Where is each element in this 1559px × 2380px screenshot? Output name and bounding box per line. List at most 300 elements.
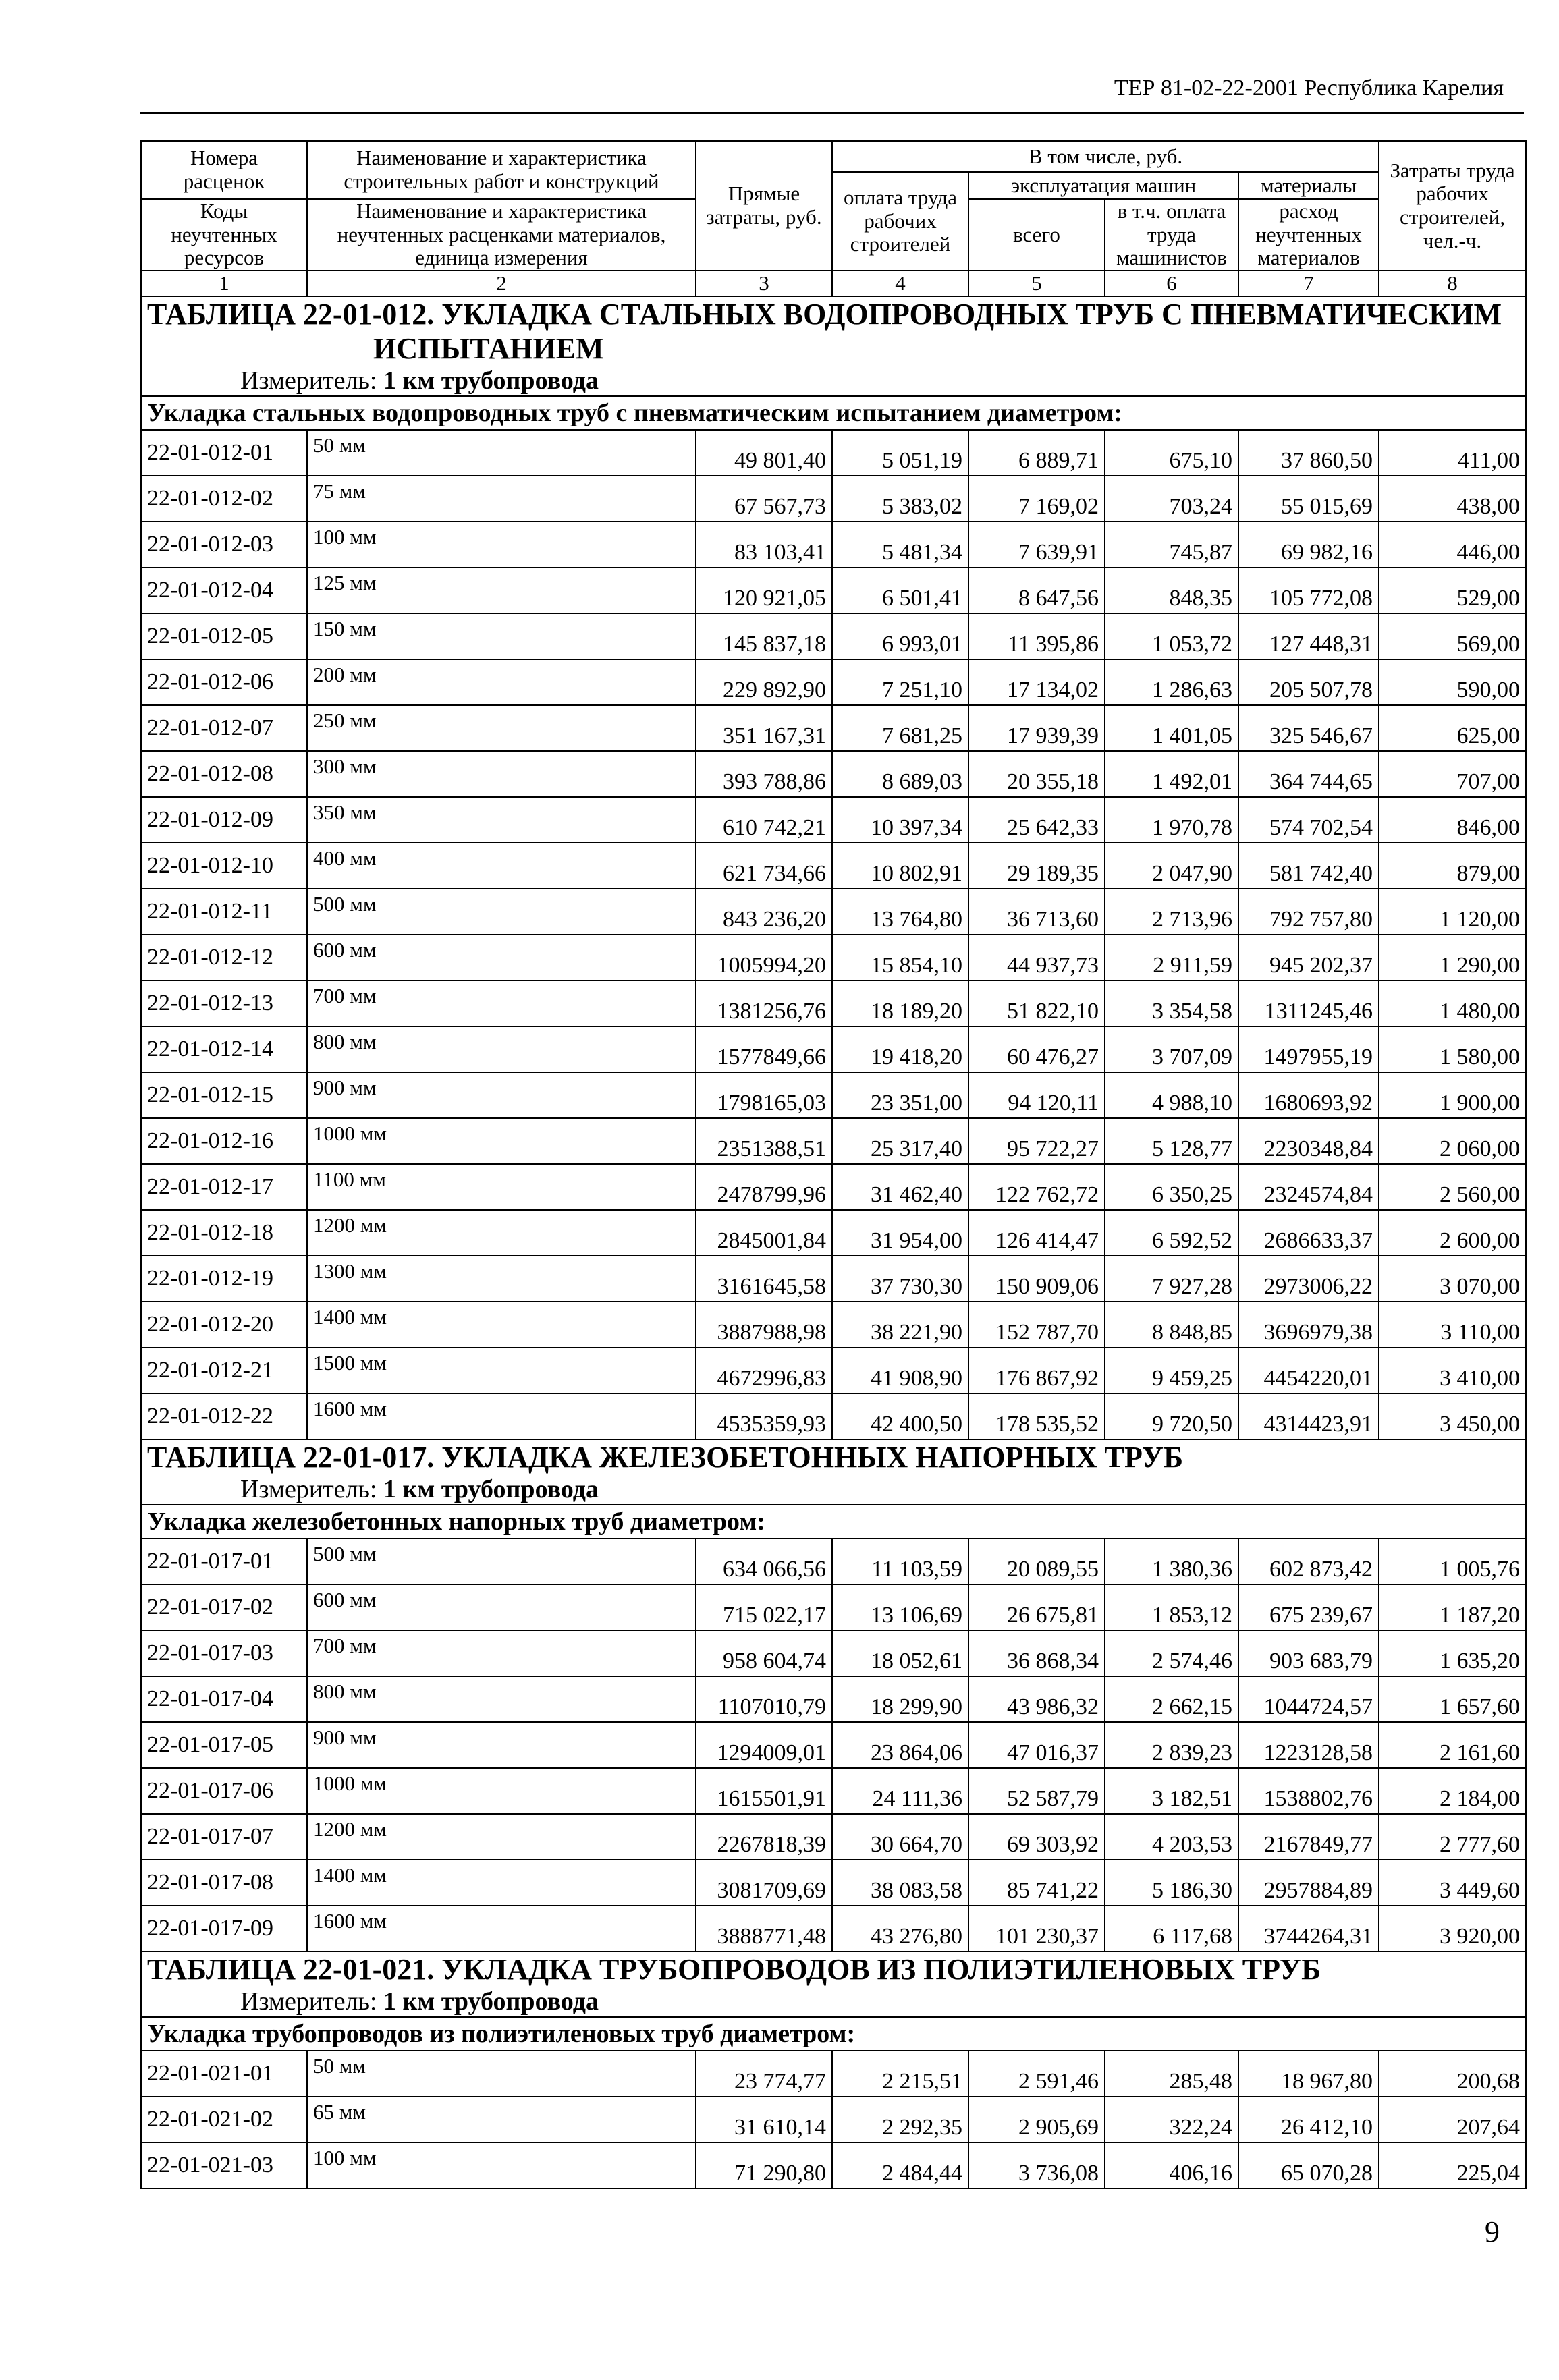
materials-use: 55 015,69 <box>1238 476 1379 522</box>
operators-pay: 675,10 <box>1105 430 1238 476</box>
column-number: 8 <box>1379 271 1526 296</box>
direct-costs: 3888771,48 <box>696 1906 832 1952</box>
direct-costs: 83 103,41 <box>696 522 832 568</box>
operators-pay: 6 592,52 <box>1105 1210 1238 1256</box>
machines-total: 176 867,92 <box>968 1348 1105 1393</box>
table-row <box>141 889 1526 935</box>
direct-costs: 843 236,20 <box>696 889 832 935</box>
materials-use: 2957884,89 <box>1238 1860 1379 1906</box>
rate-code: 22-01-012-14 <box>141 1026 307 1072</box>
rate-code: 22-01-012-06 <box>141 659 307 705</box>
materials-use: 18 967,80 <box>1238 2051 1379 2097</box>
operators-pay: 6 350,25 <box>1105 1164 1238 1210</box>
labor-costs: 1 187,20 <box>1379 1584 1526 1630</box>
section-title-cell <box>141 1952 1526 2017</box>
header-materials-use: расход неучтенных материалов <box>1238 199 1379 271</box>
operators-pay: 2 911,59 <box>1105 935 1238 980</box>
workers-pay: 25 317,40 <box>832 1118 968 1164</box>
labor-costs: 590,00 <box>1379 659 1526 705</box>
machines-total: 7 169,02 <box>968 476 1105 522</box>
rate-code: 22-01-012-19 <box>141 1256 307 1302</box>
labor-costs: 1 657,60 <box>1379 1676 1526 1722</box>
rate-code: 22-01-012-05 <box>141 613 307 659</box>
materials-use: 1311245,46 <box>1238 980 1379 1026</box>
operators-pay: 2 574,46 <box>1105 1630 1238 1676</box>
workers-pay: 43 276,80 <box>832 1906 968 1952</box>
table-row <box>141 1906 1526 1952</box>
section-title-row <box>141 296 1526 396</box>
materials-use: 69 982,16 <box>1238 522 1379 568</box>
work-name: 50 мм <box>307 430 696 476</box>
workers-pay: 5 383,02 <box>832 476 968 522</box>
work-name: 1000 мм <box>307 1768 696 1814</box>
work-name: 700 мм <box>307 1630 696 1676</box>
section-title-continued: ИСПЫТАНИЕМ <box>373 332 604 366</box>
workers-pay: 5 051,19 <box>832 430 968 476</box>
labor-costs: 2 777,60 <box>1379 1814 1526 1860</box>
machines-total: 20 355,18 <box>968 751 1105 797</box>
materials-use: 4454220,01 <box>1238 1348 1379 1393</box>
measure-value: 1 км трубопровода <box>383 1987 599 2016</box>
workers-pay: 6 501,41 <box>832 568 968 613</box>
work-name: 600 мм <box>307 1584 696 1630</box>
rates-table <box>140 140 1527 2189</box>
operators-pay: 1 970,78 <box>1105 797 1238 843</box>
rate-code: 22-01-017-04 <box>141 1676 307 1722</box>
subheading-row <box>141 1505 1526 1539</box>
operators-pay: 745,87 <box>1105 522 1238 568</box>
work-name: 100 мм <box>307 2142 696 2188</box>
machines-total: 85 741,22 <box>968 1860 1105 1906</box>
table-row <box>141 935 1526 980</box>
direct-costs: 145 837,18 <box>696 613 832 659</box>
column-number: 6 <box>1105 271 1238 296</box>
workers-pay: 11 103,59 <box>832 1539 968 1584</box>
operators-pay: 9 459,25 <box>1105 1348 1238 1393</box>
measure-value: 1 км трубопровода <box>383 1475 599 1504</box>
work-name: 1200 мм <box>307 1814 696 1860</box>
machines-total: 3 736,08 <box>968 2142 1105 2188</box>
table-row <box>141 705 1526 751</box>
table-row <box>141 2051 1526 2097</box>
table-row <box>141 1584 1526 1630</box>
materials-use: 1044724,57 <box>1238 1676 1379 1722</box>
direct-costs: 4535359,93 <box>696 1393 832 1439</box>
measure-label: Измеритель: <box>240 1475 377 1504</box>
header-machines: эксплуатация машин <box>968 172 1238 199</box>
materials-use: 675 239,67 <box>1238 1584 1379 1630</box>
materials-use: 1538802,76 <box>1238 1768 1379 1814</box>
rate-code: 22-01-012-11 <box>141 889 307 935</box>
table-body <box>141 141 1526 2188</box>
header-row <box>141 141 1526 172</box>
rate-code: 22-01-021-02 <box>141 2097 307 2142</box>
column-number: 3 <box>696 271 832 296</box>
table-row <box>141 613 1526 659</box>
machines-total: 36 868,34 <box>968 1630 1105 1676</box>
labor-costs: 707,00 <box>1379 751 1526 797</box>
workers-pay: 23 864,06 <box>832 1722 968 1768</box>
rate-code: 22-01-012-21 <box>141 1348 307 1393</box>
machines-total: 47 016,37 <box>968 1722 1105 1768</box>
workers-pay: 15 854,10 <box>832 935 968 980</box>
header-rate-numbers: Номера расценок <box>141 141 307 199</box>
table-row <box>141 1676 1526 1722</box>
labor-costs: 2 184,00 <box>1379 1768 1526 1814</box>
work-name: 200 мм <box>307 659 696 705</box>
workers-pay: 5 481,34 <box>832 522 968 568</box>
header-machines-total: всего <box>968 199 1105 271</box>
labor-costs: 3 070,00 <box>1379 1256 1526 1302</box>
workers-pay: 2 484,44 <box>832 2142 968 2188</box>
rate-code: 22-01-012-22 <box>141 1393 307 1439</box>
machines-total: 52 587,79 <box>968 1768 1105 1814</box>
labor-costs: 1 580,00 <box>1379 1026 1526 1072</box>
work-name: 1100 мм <box>307 1164 696 1210</box>
operators-pay: 3 707,09 <box>1105 1026 1238 1072</box>
work-name: 700 мм <box>307 980 696 1026</box>
table-row <box>141 843 1526 889</box>
direct-costs: 2351388,51 <box>696 1118 832 1164</box>
operators-pay: 2 047,90 <box>1105 843 1238 889</box>
table-row <box>141 1256 1526 1302</box>
workers-pay: 37 730,30 <box>832 1256 968 1302</box>
table-row <box>141 476 1526 522</box>
table-row <box>141 797 1526 843</box>
direct-costs: 31 610,14 <box>696 2097 832 2142</box>
operators-pay: 703,24 <box>1105 476 1238 522</box>
machines-total: 178 535,52 <box>968 1393 1105 1439</box>
materials-use: 364 744,65 <box>1238 751 1379 797</box>
table-row <box>141 568 1526 613</box>
direct-costs: 610 742,21 <box>696 797 832 843</box>
table-row <box>141 1072 1526 1118</box>
workers-pay: 30 664,70 <box>832 1814 968 1860</box>
operators-pay: 5 186,30 <box>1105 1860 1238 1906</box>
workers-pay: 8 689,03 <box>832 751 968 797</box>
section-title-cell <box>141 1439 1526 1505</box>
work-name: 150 мм <box>307 613 696 659</box>
table-row <box>141 1814 1526 1860</box>
rate-code: 22-01-012-10 <box>141 843 307 889</box>
subheading-row <box>141 2017 1526 2051</box>
workers-pay: 24 111,36 <box>832 1768 968 1814</box>
measure-value: 1 км трубопровода <box>383 366 599 395</box>
machines-total: 36 713,60 <box>968 889 1105 935</box>
operators-pay: 1 492,01 <box>1105 751 1238 797</box>
operators-pay: 2 839,23 <box>1105 1722 1238 1768</box>
section-title: ТАБЛИЦА 22-01-017. УКЛАДКА ЖЕЛЕЗОБЕТОННЫХ НАПОРНЫХ ТРУБ <box>147 1441 1184 1474</box>
rate-code: 22-01-012-03 <box>141 522 307 568</box>
work-name: 50 мм <box>307 2051 696 2097</box>
table-row <box>141 980 1526 1026</box>
machines-total: 17 134,02 <box>968 659 1105 705</box>
machines-total: 60 476,27 <box>968 1026 1105 1072</box>
direct-costs: 715 022,17 <box>696 1584 832 1630</box>
materials-use: 325 546,67 <box>1238 705 1379 751</box>
labor-costs: 207,64 <box>1379 2097 1526 2142</box>
direct-costs: 621 734,66 <box>696 843 832 889</box>
measure-label: Измеритель: <box>240 1987 377 2016</box>
direct-costs: 3081709,69 <box>696 1860 832 1906</box>
workers-pay: 19 418,20 <box>832 1026 968 1072</box>
direct-costs: 634 066,56 <box>696 1539 832 1584</box>
workers-pay: 13 764,80 <box>832 889 968 935</box>
work-name: 100 мм <box>307 522 696 568</box>
operators-pay: 3 182,51 <box>1105 1768 1238 1814</box>
work-name: 1500 мм <box>307 1348 696 1393</box>
labor-costs: 625,00 <box>1379 705 1526 751</box>
machines-total: 150 909,06 <box>968 1256 1105 1302</box>
materials-use: 903 683,79 <box>1238 1630 1379 1676</box>
table-row <box>141 1210 1526 1256</box>
materials-use: 2324574,84 <box>1238 1164 1379 1210</box>
materials-use: 37 860,50 <box>1238 430 1379 476</box>
direct-costs: 393 788,86 <box>696 751 832 797</box>
table-row <box>141 751 1526 797</box>
machines-total: 101 230,37 <box>968 1906 1105 1952</box>
direct-costs: 1615501,91 <box>696 1768 832 1814</box>
labor-costs: 2 060,00 <box>1379 1118 1526 1164</box>
labor-costs: 1 480,00 <box>1379 980 1526 1026</box>
materials-use: 602 873,42 <box>1238 1539 1379 1584</box>
direct-costs: 67 567,73 <box>696 476 832 522</box>
subheading-row <box>141 396 1526 430</box>
labor-costs: 569,00 <box>1379 613 1526 659</box>
header-labor-costs: Затраты труда рабочих строителей, чел.-ч. <box>1379 141 1526 271</box>
work-name: 250 мм <box>307 705 696 751</box>
machines-total: 95 722,27 <box>968 1118 1105 1164</box>
operators-pay: 3 354,58 <box>1105 980 1238 1026</box>
direct-costs: 49 801,40 <box>696 430 832 476</box>
materials-use: 65 070,28 <box>1238 2142 1379 2188</box>
work-name: 1000 мм <box>307 1118 696 1164</box>
subheading: Укладка стальных водопроводных труб с пневматическим испытанием диаметром: <box>141 396 1526 430</box>
rate-code: 22-01-012-20 <box>141 1302 307 1348</box>
work-name: 800 мм <box>307 1676 696 1722</box>
section-title-cell <box>141 296 1526 396</box>
labor-costs: 1 290,00 <box>1379 935 1526 980</box>
workers-pay: 13 106,69 <box>832 1584 968 1630</box>
table-row <box>141 1630 1526 1676</box>
workers-pay: 6 993,01 <box>832 613 968 659</box>
direct-costs: 2478799,96 <box>696 1164 832 1210</box>
materials-use: 2686633,37 <box>1238 1210 1379 1256</box>
work-name: 75 мм <box>307 476 696 522</box>
header-in-total: В том числе, руб. <box>832 141 1379 172</box>
labor-costs: 2 161,60 <box>1379 1722 1526 1768</box>
column-number: 7 <box>1238 271 1379 296</box>
table-row <box>141 1164 1526 1210</box>
column-number: 1 <box>141 271 307 296</box>
workers-pay: 18 189,20 <box>832 980 968 1026</box>
table-row <box>141 1768 1526 1814</box>
operators-pay: 406,16 <box>1105 2142 1238 2188</box>
labor-costs: 3 449,60 <box>1379 1860 1526 1906</box>
materials-use: 581 742,40 <box>1238 843 1379 889</box>
header-material-name: Наименование и характеристика неучтенных расценками материалов, единица измерения <box>307 199 696 271</box>
work-name: 1600 мм <box>307 1393 696 1439</box>
table-row <box>141 1026 1526 1072</box>
section-title-row <box>141 1439 1526 1505</box>
labor-costs: 411,00 <box>1379 430 1526 476</box>
table-row <box>141 1860 1526 1906</box>
materials-use: 3744264,31 <box>1238 1906 1379 1952</box>
rate-code: 22-01-012-17 <box>141 1164 307 1210</box>
table-row <box>141 2097 1526 2142</box>
work-name: 1600 мм <box>307 1906 696 1952</box>
workers-pay: 2 215,51 <box>832 2051 968 2097</box>
operators-pay: 1 286,63 <box>1105 659 1238 705</box>
section-title: ТАБЛИЦА 22-01-012. УКЛАДКА СТАЛЬНЫХ ВОДОПРОВОДНЫХ ТРУБ С ПНЕВМАТИЧЕСКИМ <box>147 298 1502 331</box>
work-name: 1200 мм <box>307 1210 696 1256</box>
labor-costs: 200,68 <box>1379 2051 1526 2097</box>
measure-label: Измеритель: <box>240 366 377 395</box>
workers-pay: 23 351,00 <box>832 1072 968 1118</box>
work-name: 65 мм <box>307 2097 696 2142</box>
table-row <box>141 1539 1526 1584</box>
workers-pay: 38 083,58 <box>832 1860 968 1906</box>
machines-total: 2 905,69 <box>968 2097 1105 2142</box>
machines-total: 44 937,73 <box>968 935 1105 980</box>
column-number: 5 <box>968 271 1105 296</box>
table-row <box>141 1302 1526 1348</box>
work-name: 800 мм <box>307 1026 696 1072</box>
column-numbers-row <box>141 271 1526 296</box>
machines-total: 26 675,81 <box>968 1584 1105 1630</box>
machines-total: 17 939,39 <box>968 705 1105 751</box>
labor-costs: 2 560,00 <box>1379 1164 1526 1210</box>
labor-costs: 3 450,00 <box>1379 1393 1526 1439</box>
column-number: 4 <box>832 271 968 296</box>
rate-code: 22-01-017-06 <box>141 1768 307 1814</box>
table-row <box>141 1118 1526 1164</box>
subheading: Укладка железобетонных напорных труб диаметром: <box>141 1505 1526 1539</box>
rate-code: 22-01-017-01 <box>141 1539 307 1584</box>
operators-pay: 1 401,05 <box>1105 705 1238 751</box>
table-row <box>141 1348 1526 1393</box>
rate-code: 22-01-021-03 <box>141 2142 307 2188</box>
materials-use: 945 202,37 <box>1238 935 1379 980</box>
machines-total: 20 089,55 <box>968 1539 1105 1584</box>
machines-total: 29 189,35 <box>968 843 1105 889</box>
direct-costs: 1381256,76 <box>696 980 832 1026</box>
measure-line <box>147 1474 1520 1504</box>
rate-code: 22-01-017-02 <box>141 1584 307 1630</box>
work-name: 1400 мм <box>307 1302 696 1348</box>
machines-total: 122 762,72 <box>968 1164 1105 1210</box>
page-number: 9 <box>1485 2215 1500 2248</box>
direct-costs: 3161645,58 <box>696 1256 832 1302</box>
rate-code: 22-01-012-09 <box>141 797 307 843</box>
direct-costs: 1107010,79 <box>696 1676 832 1722</box>
measure-line <box>147 1987 1520 2016</box>
work-name: 900 мм <box>307 1722 696 1768</box>
column-number: 2 <box>307 271 696 296</box>
work-name: 500 мм <box>307 1539 696 1584</box>
workers-pay: 41 908,90 <box>832 1348 968 1393</box>
operators-pay: 2 662,15 <box>1105 1676 1238 1722</box>
table-row <box>141 522 1526 568</box>
operators-pay: 1 053,72 <box>1105 613 1238 659</box>
measure-line <box>147 366 1520 395</box>
direct-costs: 1577849,66 <box>696 1026 832 1072</box>
workers-pay: 2 292,35 <box>832 2097 968 2142</box>
workers-pay: 42 400,50 <box>832 1393 968 1439</box>
rate-code: 22-01-012-16 <box>141 1118 307 1164</box>
labor-costs: 846,00 <box>1379 797 1526 843</box>
machines-total: 51 822,10 <box>968 980 1105 1026</box>
section-title: ТАБЛИЦА 22-01-021. УКЛАДКА ТРУБОПРОВОДОВ ИЗ ПОЛИЭТИЛЕНОВЫХ ТРУБ <box>147 1953 1321 1987</box>
materials-use: 3696979,38 <box>1238 1302 1379 1348</box>
direct-costs: 71 290,80 <box>696 2142 832 2188</box>
direct-costs: 1005994,20 <box>696 935 832 980</box>
rate-code: 22-01-017-03 <box>141 1630 307 1676</box>
machines-total: 11 395,86 <box>968 613 1105 659</box>
machines-total: 6 889,71 <box>968 430 1105 476</box>
direct-costs: 23 774,77 <box>696 2051 832 2097</box>
operators-pay: 4 988,10 <box>1105 1072 1238 1118</box>
running-title: ТЕР 81-02-22-2001 Республика Карелия <box>1114 76 1504 101</box>
workers-pay: 38 221,90 <box>832 1302 968 1348</box>
materials-use: 2230348,84 <box>1238 1118 1379 1164</box>
workers-pay: 7 681,25 <box>832 705 968 751</box>
labor-costs: 1 120,00 <box>1379 889 1526 935</box>
labor-costs: 3 920,00 <box>1379 1906 1526 1952</box>
direct-costs: 229 892,90 <box>696 659 832 705</box>
rate-code: 22-01-017-08 <box>141 1860 307 1906</box>
work-name: 900 мм <box>307 1072 696 1118</box>
workers-pay: 10 397,34 <box>832 797 968 843</box>
labor-costs: 438,00 <box>1379 476 1526 522</box>
direct-costs: 351 167,31 <box>696 705 832 751</box>
direct-costs: 2267818,39 <box>696 1814 832 1860</box>
direct-costs: 2845001,84 <box>696 1210 832 1256</box>
labor-costs: 529,00 <box>1379 568 1526 613</box>
materials-use: 574 702,54 <box>1238 797 1379 843</box>
machines-total: 69 303,92 <box>968 1814 1105 1860</box>
materials-use: 127 448,31 <box>1238 613 1379 659</box>
direct-costs: 1798165,03 <box>696 1072 832 1118</box>
rate-code: 22-01-012-02 <box>141 476 307 522</box>
operators-pay: 8 848,85 <box>1105 1302 1238 1348</box>
table-row <box>141 430 1526 476</box>
operators-pay: 1 853,12 <box>1105 1584 1238 1630</box>
direct-costs: 4672996,83 <box>696 1348 832 1393</box>
work-name: 1400 мм <box>307 1860 696 1906</box>
materials-use: 792 757,80 <box>1238 889 1379 935</box>
rate-code: 22-01-012-07 <box>141 705 307 751</box>
work-name: 500 мм <box>307 889 696 935</box>
labor-costs: 3 110,00 <box>1379 1302 1526 1348</box>
rate-code: 22-01-012-18 <box>141 1210 307 1256</box>
workers-pay: 18 052,61 <box>832 1630 968 1676</box>
work-name: 300 мм <box>307 751 696 797</box>
rate-code: 22-01-017-05 <box>141 1722 307 1768</box>
rate-code: 22-01-021-01 <box>141 2051 307 2097</box>
rate-code: 22-01-012-13 <box>141 980 307 1026</box>
operators-pay: 7 927,28 <box>1105 1256 1238 1302</box>
work-name: 600 мм <box>307 935 696 980</box>
machines-total: 43 986,32 <box>968 1676 1105 1722</box>
machines-total: 7 639,91 <box>968 522 1105 568</box>
labor-costs: 1 635,20 <box>1379 1630 1526 1676</box>
materials-use: 2973006,22 <box>1238 1256 1379 1302</box>
materials-use: 26 412,10 <box>1238 2097 1379 2142</box>
table-row <box>141 1393 1526 1439</box>
materials-use: 205 507,78 <box>1238 659 1379 705</box>
header-rule <box>140 112 1524 114</box>
